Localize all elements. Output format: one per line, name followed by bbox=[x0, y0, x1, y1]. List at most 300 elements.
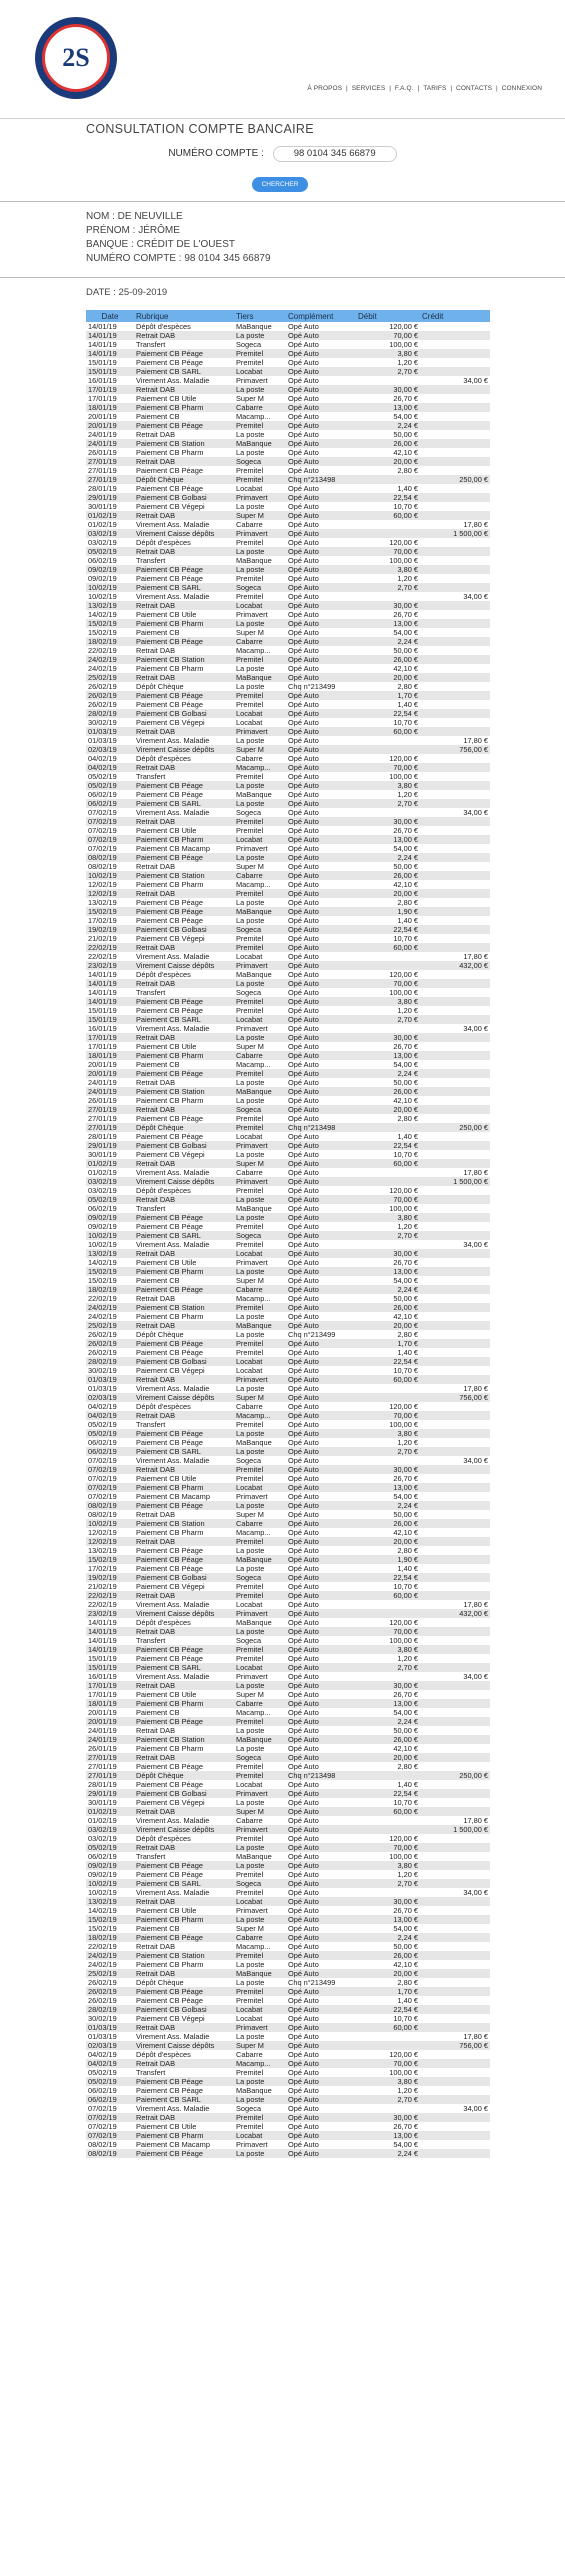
cell-rubrique: Paiement CB bbox=[136, 1060, 180, 1069]
cell-date: 01/03/19 bbox=[86, 1375, 134, 1384]
cell-complement: Opé Auto bbox=[286, 925, 356, 934]
search-button[interactable]: CHERCHER bbox=[252, 177, 308, 192]
cell-debit: 100,00 € bbox=[389, 772, 418, 781]
cell-date: 26/02/19 bbox=[88, 1330, 117, 1339]
table-row bbox=[86, 961, 490, 970]
cell-rubrique: Paiement CB Péage bbox=[136, 1564, 203, 1573]
cell-debit: 20,00 € bbox=[356, 1969, 420, 1978]
cell-complement: Opé Auto bbox=[286, 1735, 356, 1744]
cell-credit: 756,00 € bbox=[420, 745, 490, 754]
cell-credit bbox=[420, 790, 490, 799]
table-row bbox=[86, 601, 490, 610]
cell-tiers: Premitel bbox=[236, 1006, 264, 1015]
cell-tiers: Super M bbox=[236, 862, 264, 871]
cell-rubrique: Transfert bbox=[136, 772, 166, 781]
table-row bbox=[86, 1510, 490, 1519]
cell-rubrique: Retrait DAB bbox=[134, 601, 234, 610]
cell-debit: 26,00 € bbox=[356, 439, 420, 448]
cell-debit bbox=[356, 475, 420, 484]
cell-debit: 1,40 € bbox=[397, 916, 418, 925]
cell-rubrique: Paiement CB Pharm bbox=[136, 664, 204, 673]
cell-date: 03/02/19 bbox=[88, 1834, 117, 1843]
cell-date: 14/02/19 bbox=[88, 1258, 117, 1267]
account-number-input[interactable]: 98 0104 345 66879 bbox=[273, 146, 397, 162]
cell-rubrique: Paiement CB Péage bbox=[134, 421, 234, 430]
cell-date: 06/02/19 bbox=[88, 790, 117, 799]
nav-tarifs[interactable]: TARIFS bbox=[423, 85, 447, 92]
cell-credit bbox=[420, 448, 490, 457]
table-row bbox=[86, 1753, 490, 1762]
cell-rubrique: Paiement CB Pharm bbox=[134, 835, 234, 844]
cell-tiers: Premitel bbox=[234, 1339, 286, 1348]
cell-tiers: Premitel bbox=[234, 1771, 286, 1780]
cell-debit: 50,00 € bbox=[393, 862, 418, 871]
cell-complement: Opé Auto bbox=[286, 511, 356, 520]
cell-credit bbox=[420, 664, 490, 673]
cell-rubrique: Virement Ass. Maladie bbox=[136, 1672, 210, 1681]
cell-debit bbox=[356, 808, 420, 817]
cell-date: 27/01/19 bbox=[88, 1762, 117, 1771]
cell-credit bbox=[420, 853, 490, 862]
cell-complement: Opé Auto bbox=[286, 1519, 356, 1528]
cell-debit: 1,20 € bbox=[397, 790, 418, 799]
cell-tiers: Premitel bbox=[234, 2113, 286, 2122]
cell-credit bbox=[420, 1231, 490, 1240]
nav-services[interactable]: SERVICES bbox=[351, 85, 386, 92]
cell-tiers: MaBanque bbox=[234, 1087, 286, 1096]
cell-debit: 120,00 € bbox=[389, 1186, 418, 1195]
cell-date: 25/02/19 bbox=[86, 1969, 134, 1978]
cell-date: 27/01/19 bbox=[86, 1753, 134, 1762]
cell-rubrique: Retrait DAB bbox=[134, 817, 234, 826]
cell-debit: 42,10 € bbox=[393, 1960, 418, 1969]
cell-tiers: Super M bbox=[236, 1042, 264, 1051]
cell-tiers: Premitel bbox=[234, 889, 286, 898]
cell-debit: 30,00 € bbox=[356, 385, 420, 394]
cell-tiers: MaBanque bbox=[234, 1735, 286, 1744]
cell-tiers: Cabarre bbox=[234, 1699, 286, 1708]
cell-tiers: La poste bbox=[236, 898, 265, 907]
cell-credit: 432,00 € bbox=[420, 961, 490, 970]
cell-date: 15/01/19 bbox=[86, 1663, 134, 1672]
transactions-body bbox=[86, 322, 490, 2158]
cell-debit: 3,80 € bbox=[356, 781, 420, 790]
table-row bbox=[86, 538, 490, 547]
cell-rubrique: Paiement CB Péage bbox=[134, 1645, 234, 1654]
cell-credit bbox=[420, 556, 490, 565]
table-row bbox=[86, 1807, 490, 1816]
table-row bbox=[86, 1348, 490, 1357]
cell-credit bbox=[420, 880, 490, 889]
table-row bbox=[86, 1735, 490, 1744]
nav-a-propos[interactable]: À PROPOS bbox=[307, 85, 343, 92]
cell-debit: 30,00 € bbox=[356, 1681, 420, 1690]
cell-date: 17/01/19 bbox=[86, 385, 134, 394]
cell-tiers: Locabat bbox=[236, 1366, 263, 1375]
cell-tiers: Premitel bbox=[236, 700, 264, 709]
cell-tiers: Super M bbox=[236, 1924, 264, 1933]
cell-credit bbox=[420, 1312, 490, 1321]
cell-credit bbox=[420, 574, 490, 583]
table-row bbox=[86, 1564, 490, 1573]
cell-debit: 60,00 € bbox=[356, 1591, 420, 1600]
cell-rubrique: Paiement CB Péage bbox=[134, 1285, 234, 1294]
cell-complement: Chq n°213498 bbox=[286, 1123, 356, 1132]
cell-complement: Opé Auto bbox=[286, 1663, 356, 1672]
cell-rubrique: Paiement CB Péage bbox=[136, 1654, 203, 1663]
cell-credit bbox=[420, 2068, 490, 2077]
cell-tiers: Premitel bbox=[234, 943, 286, 952]
cell-credit: 34,00 € bbox=[463, 1024, 488, 1033]
cell-date: 01/02/19 bbox=[88, 1816, 117, 1825]
cell-rubrique: Virement Caisse dépôts bbox=[134, 745, 234, 754]
cell-date: 01/02/19 bbox=[88, 520, 117, 529]
cell-debit: 20,00 € bbox=[356, 673, 420, 682]
cell-complement: Opé Auto bbox=[288, 2014, 319, 2023]
table-row bbox=[86, 970, 490, 979]
cell-complement: Opé Auto bbox=[286, 781, 356, 790]
cell-rubrique: Paiement CB Macamp bbox=[136, 2140, 210, 2149]
cell-credit bbox=[420, 835, 490, 844]
cell-complement: Opé Auto bbox=[286, 871, 356, 880]
table-row bbox=[86, 322, 490, 331]
table-row bbox=[86, 1780, 490, 1789]
table-row bbox=[86, 727, 490, 736]
cell-tiers: La poste bbox=[234, 979, 286, 988]
cell-rubrique: Retrait DAB bbox=[134, 1807, 234, 1816]
cell-tiers: Macamp... bbox=[236, 880, 271, 889]
cell-rubrique: Paiement CB Péage bbox=[136, 700, 203, 709]
cell-credit bbox=[420, 1915, 490, 1924]
cell-date: 04/02/19 bbox=[86, 763, 134, 772]
bank-logo[interactable] bbox=[35, 17, 117, 99]
cell-complement: Opé Auto bbox=[288, 1114, 319, 1123]
cell-complement: Opé Auto bbox=[288, 2122, 319, 2131]
cell-complement: Opé Auto bbox=[286, 637, 356, 646]
cell-debit: 13,00 € bbox=[356, 1051, 420, 1060]
table-row bbox=[86, 1114, 490, 1123]
cell-debit: 26,70 € bbox=[393, 1258, 418, 1267]
cell-date: 25/02/19 bbox=[86, 1321, 134, 1330]
cell-rubrique: Retrait DAB bbox=[134, 727, 234, 736]
cell-debit: 10,70 € bbox=[393, 718, 418, 727]
table-row bbox=[86, 1924, 490, 1933]
cell-complement: Opé Auto bbox=[288, 1276, 319, 1285]
cell-tiers: Cabarre bbox=[236, 1168, 263, 1177]
table-row bbox=[86, 2077, 490, 2086]
cell-debit: 30,00 € bbox=[356, 1249, 420, 1258]
cell-rubrique: Paiement CB Golbasi bbox=[134, 493, 234, 502]
cell-rubrique: Paiement CB Péage bbox=[136, 358, 203, 367]
column-header-date[interactable]: Date bbox=[86, 310, 134, 322]
cell-date: 22/02/19 bbox=[88, 646, 117, 655]
cell-complement: Opé Auto bbox=[286, 727, 356, 736]
cell-complement: Opé Auto bbox=[286, 1573, 356, 1582]
cell-credit bbox=[420, 1537, 490, 1546]
column-header-debit[interactable]: Débit bbox=[356, 310, 420, 322]
cell-date: 15/02/19 bbox=[88, 1276, 117, 1285]
cell-date: 26/02/19 bbox=[88, 682, 117, 691]
cell-complement: Opé Auto bbox=[286, 2023, 356, 2032]
table-row bbox=[86, 655, 490, 664]
cell-debit: 60,00 € bbox=[356, 727, 420, 736]
column-header-complement[interactable]: Complément bbox=[286, 310, 356, 322]
table-row bbox=[86, 547, 490, 556]
cell-debit: 26,70 € bbox=[393, 1474, 418, 1483]
cell-credit: 756,00 € bbox=[420, 1393, 490, 1402]
nav-contacts[interactable]: CONTACTS bbox=[456, 85, 493, 92]
cell-debit bbox=[356, 1456, 420, 1465]
cell-credit bbox=[420, 1978, 490, 1987]
cell-credit bbox=[420, 916, 490, 925]
cell-complement: Opé Auto bbox=[286, 1591, 356, 1600]
cell-complement: Opé Auto bbox=[286, 1645, 356, 1654]
cell-tiers: La poste bbox=[236, 916, 265, 925]
cell-date: 14/01/19 bbox=[88, 970, 117, 979]
cell-complement: Opé Auto bbox=[288, 1132, 319, 1141]
cell-tiers: Premitel bbox=[236, 1348, 264, 1357]
cell-rubrique: Paiement CB Pharm bbox=[136, 1744, 204, 1753]
cell-tiers: Locabat bbox=[234, 1249, 286, 1258]
cell-complement: Opé Auto bbox=[288, 1564, 319, 1573]
cell-rubrique: Virement Ass. Maladie bbox=[136, 1456, 210, 1465]
nav-connexion[interactable]: CONNEXION bbox=[501, 85, 542, 92]
cell-complement: Opé Auto bbox=[288, 1096, 319, 1105]
cell-complement: Opé Auto bbox=[286, 1951, 356, 1960]
cell-credit bbox=[420, 1663, 490, 1672]
cell-credit bbox=[420, 1357, 490, 1366]
cell-debit: 3,80 € bbox=[356, 2077, 420, 2086]
cell-tiers: Sogeca bbox=[236, 808, 262, 817]
table-row bbox=[86, 493, 490, 502]
cell-debit: 22,54 € bbox=[356, 1573, 420, 1582]
cell-complement: Opé Auto bbox=[288, 1528, 319, 1537]
table-row bbox=[86, 331, 490, 340]
cell-date: 13/02/19 bbox=[88, 1546, 117, 1555]
cell-debit: 2,24 € bbox=[356, 1285, 420, 1294]
cell-tiers: Primavert bbox=[234, 1825, 286, 1834]
table-row bbox=[86, 1699, 490, 1708]
cell-complement: Opé Auto bbox=[288, 1006, 319, 1015]
cell-rubrique: Paiement CB Pharm bbox=[134, 1699, 234, 1708]
cell-debit: 54,00 € bbox=[393, 628, 418, 637]
cell-debit bbox=[356, 2041, 420, 2050]
cell-rubrique: Paiement CB Utile bbox=[136, 2122, 197, 2131]
cell-date: 07/02/19 bbox=[88, 808, 117, 817]
cell-tiers: Macamp... bbox=[236, 1060, 271, 1069]
table-row bbox=[86, 1852, 490, 1861]
cell-debit bbox=[356, 1024, 420, 1033]
cell-complement: Chq n°213499 bbox=[288, 1978, 336, 1987]
cell-debit: 2,70 € bbox=[356, 1447, 420, 1456]
cell-debit: 1,40 € bbox=[397, 1132, 418, 1141]
cell-complement: Opé Auto bbox=[286, 1465, 356, 1474]
cell-rubrique: Dépôt Chèque bbox=[136, 1978, 184, 1987]
cell-complement: Opé Auto bbox=[286, 421, 356, 430]
cell-complement: Opé Auto bbox=[288, 1294, 319, 1303]
table-row bbox=[86, 592, 490, 601]
cell-complement: Chq n°213498 bbox=[286, 1771, 356, 1780]
table-row bbox=[86, 1366, 490, 1375]
cell-tiers: Premitel bbox=[234, 1537, 286, 1546]
table-row bbox=[86, 1789, 490, 1798]
cell-complement: Chq n°213499 bbox=[288, 1330, 336, 1339]
cell-tiers: Sogeca bbox=[234, 583, 286, 592]
cell-debit: 120,00 € bbox=[389, 1834, 418, 1843]
table-row bbox=[86, 1033, 490, 1042]
cell-complement: Opé Auto bbox=[286, 1933, 356, 1942]
cell-complement: Opé Auto bbox=[288, 1924, 319, 1933]
cell-credit bbox=[420, 1969, 490, 1978]
cell-debit: 3,80 € bbox=[356, 1213, 420, 1222]
cell-credit bbox=[420, 898, 490, 907]
cell-debit: 2,24 € bbox=[356, 1933, 420, 1942]
cell-debit: 60,00 € bbox=[356, 1159, 420, 1168]
cell-debit: 42,10 € bbox=[393, 1096, 418, 1105]
cell-debit: 70,00 € bbox=[356, 1195, 420, 1204]
cell-tiers: Premitel bbox=[234, 1123, 286, 1132]
cell-rubrique: Paiement CB Péage bbox=[136, 1438, 203, 1447]
cell-date: 25/02/19 bbox=[86, 673, 134, 682]
cell-tiers: MaBanque bbox=[236, 2086, 272, 2095]
cell-date: 08/02/19 bbox=[86, 2149, 134, 2158]
table-row bbox=[86, 1051, 490, 1060]
cell-rubrique: Paiement CB Péage bbox=[136, 1132, 203, 1141]
cell-tiers: Primavert bbox=[234, 493, 286, 502]
cell-date: 17/01/19 bbox=[88, 1690, 117, 1699]
cell-rubrique: Retrait DAB bbox=[134, 1969, 234, 1978]
cell-tiers: Super M bbox=[234, 1159, 286, 1168]
cell-rubrique: Retrait DAB bbox=[134, 943, 234, 952]
cell-date: 27/01/19 bbox=[86, 1105, 134, 1114]
cell-complement: Opé Auto bbox=[288, 736, 319, 745]
cell-date: 26/02/19 bbox=[88, 1978, 117, 1987]
cell-date: 09/02/19 bbox=[86, 1213, 134, 1222]
cell-date: 16/01/19 bbox=[88, 1024, 117, 1033]
table-row bbox=[86, 1717, 490, 1726]
cell-credit bbox=[420, 1942, 490, 1951]
table-row bbox=[86, 1501, 490, 1510]
cell-date: 18/01/19 bbox=[86, 403, 134, 412]
cell-tiers: La poste bbox=[234, 547, 286, 556]
table-row bbox=[86, 1636, 490, 1645]
cell-complement: Opé Auto bbox=[286, 565, 356, 574]
cell-complement: Opé Auto bbox=[286, 1717, 356, 1726]
cell-rubrique: Paiement CB Péage bbox=[134, 1555, 234, 1564]
cell-complement: Opé Auto bbox=[286, 1069, 356, 1078]
cell-debit: 1,40 € bbox=[397, 700, 418, 709]
cell-date: 07/02/19 bbox=[86, 1465, 134, 1474]
cell-complement: Opé Auto bbox=[286, 709, 356, 718]
cell-tiers: Premitel bbox=[234, 1951, 286, 1960]
cell-credit: 17,80 € bbox=[463, 520, 488, 529]
cell-date: 14/01/19 bbox=[86, 349, 134, 358]
cell-complement: Opé Auto bbox=[286, 2005, 356, 2014]
cell-debit: 1,40 € bbox=[397, 1348, 418, 1357]
table-row bbox=[86, 1141, 490, 1150]
column-header-rubrique[interactable]: Rubrique bbox=[134, 310, 234, 322]
cell-credit bbox=[420, 1807, 490, 1816]
table-row bbox=[86, 1420, 490, 1429]
cell-credit bbox=[420, 763, 490, 772]
cell-tiers: Premitel bbox=[236, 1222, 264, 1231]
cell-complement: Opé Auto bbox=[286, 2077, 356, 2086]
cell-rubrique: Paiement CB Péage bbox=[134, 1339, 234, 1348]
cell-debit: 10,70 € bbox=[393, 1150, 418, 1159]
cell-tiers: La poste bbox=[234, 385, 286, 394]
cell-complement: Opé Auto bbox=[288, 1798, 319, 1807]
table-row bbox=[86, 934, 490, 943]
cell-date: 05/02/19 bbox=[86, 1429, 134, 1438]
cell-credit bbox=[420, 1834, 490, 1843]
table-row bbox=[86, 1600, 490, 1609]
cell-complement: Opé Auto bbox=[288, 1150, 319, 1159]
cell-credit bbox=[420, 646, 490, 655]
cell-complement: Opé Auto bbox=[286, 1627, 356, 1636]
table-row bbox=[86, 403, 490, 412]
column-header-tiers[interactable]: Tiers bbox=[234, 310, 286, 322]
cell-debit bbox=[356, 1825, 420, 1834]
cell-credit bbox=[420, 1780, 490, 1789]
table-row bbox=[86, 1231, 490, 1240]
table-row bbox=[86, 1105, 490, 1114]
cell-debit: 10,70 € bbox=[393, 934, 418, 943]
cell-date: 07/02/19 bbox=[88, 1492, 117, 1501]
cell-date: 03/02/19 bbox=[86, 1177, 134, 1186]
cell-date: 18/01/19 bbox=[86, 1051, 134, 1060]
cell-date: 30/02/19 bbox=[88, 1366, 117, 1375]
cell-tiers: Locabat bbox=[236, 952, 263, 961]
cell-date: 07/02/19 bbox=[86, 2113, 134, 2122]
cell-date: 14/01/19 bbox=[88, 1618, 117, 1627]
cell-debit: 26,00 € bbox=[356, 871, 420, 880]
table-row bbox=[86, 1312, 490, 1321]
logo-mark: 2S bbox=[42, 24, 110, 92]
cell-date: 06/02/19 bbox=[88, 556, 117, 565]
cell-rubrique: Paiement CB Péage bbox=[134, 565, 234, 574]
cell-credit bbox=[420, 2140, 490, 2149]
cell-date: 22/02/19 bbox=[86, 943, 134, 952]
column-header-credit[interactable]: Crédit bbox=[420, 310, 490, 322]
cell-date: 14/01/19 bbox=[86, 979, 134, 988]
cell-date: 14/01/19 bbox=[88, 340, 117, 349]
cell-debit bbox=[356, 1393, 420, 1402]
cell-tiers: Super M bbox=[234, 745, 286, 754]
nav-faq[interactable]: F.A.Q. bbox=[394, 85, 414, 92]
cell-tiers: Super M bbox=[236, 1276, 264, 1285]
cell-date: 20/01/19 bbox=[86, 1069, 134, 1078]
cell-complement: Opé Auto bbox=[286, 1699, 356, 1708]
cell-credit bbox=[420, 1330, 490, 1339]
cell-complement: Opé Auto bbox=[286, 1915, 356, 1924]
cell-rubrique: Paiement CB Péage bbox=[134, 2149, 234, 2158]
table-row bbox=[86, 1915, 490, 1924]
cell-complement: Opé Auto bbox=[288, 1600, 319, 1609]
cell-date: 24/02/19 bbox=[86, 1303, 134, 1312]
cell-complement: Opé Auto bbox=[288, 484, 319, 493]
cell-complement: Opé Auto bbox=[286, 1015, 356, 1024]
cell-credit bbox=[420, 610, 490, 619]
cell-complement: Opé Auto bbox=[288, 826, 319, 835]
cell-date: 05/02/19 bbox=[86, 547, 134, 556]
cell-credit: 17,80 € bbox=[463, 952, 488, 961]
cell-complement: Opé Auto bbox=[286, 403, 356, 412]
table-row bbox=[86, 565, 490, 574]
cell-tiers: La poste bbox=[234, 331, 286, 340]
cell-rubrique: Paiement CB Station bbox=[134, 1519, 234, 1528]
cell-debit: 26,70 € bbox=[393, 394, 418, 403]
cell-tiers: MaBanque bbox=[236, 1618, 272, 1627]
